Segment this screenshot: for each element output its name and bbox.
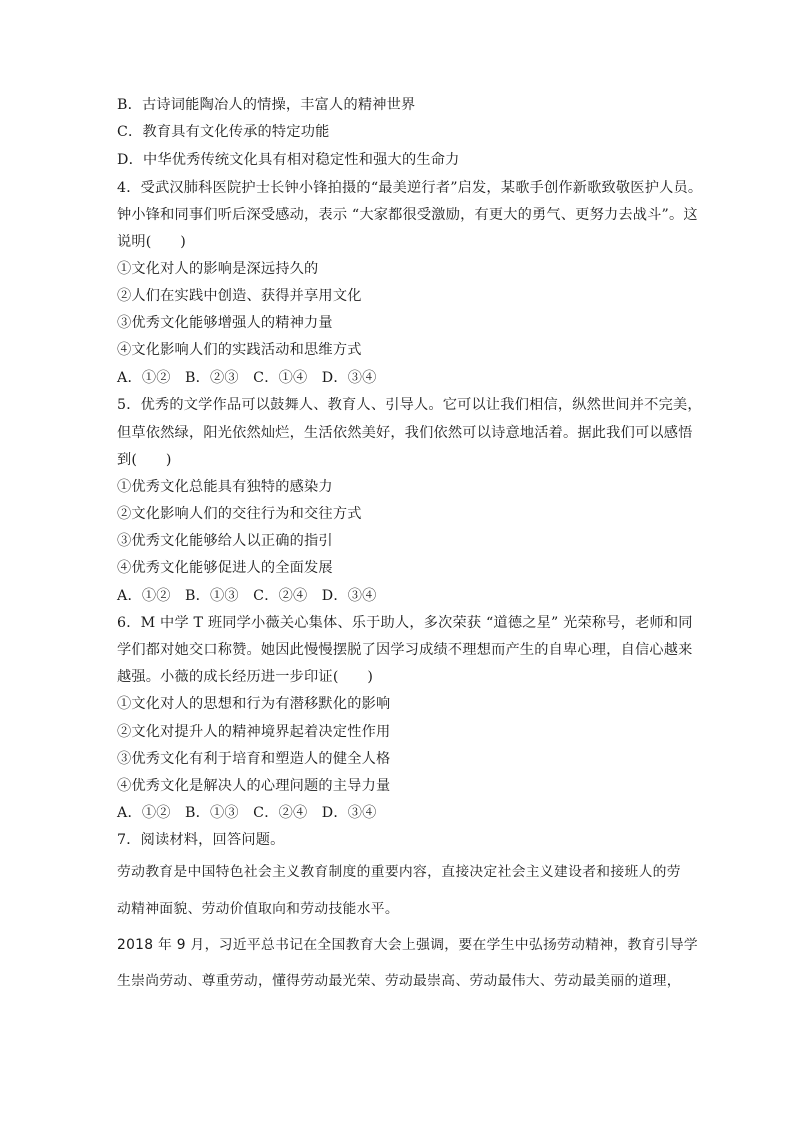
question-7-material: 动精神面貌、劳动价值取向和劳动技能水平。	[117, 901, 399, 917]
question-7-material: 生崇尚劳动、尊重劳动，懂得劳动最光荣、劳动最崇高、劳动最伟大、劳动最美丽的道理，	[117, 973, 681, 989]
question-5-statement: ①优秀文化总能具有独特的感染力	[117, 479, 333, 495]
question-5-stem: 到( )	[117, 452, 172, 468]
question-5-stem: 但草依然绿，阳光依然灿烂，生活依然美好，我们依然可以诗意地活着。据此我们可以感悟	[117, 425, 693, 441]
question-5-statement: ④优秀文化能够促进人的全面发展	[117, 560, 333, 576]
option-b: B．古诗词能陶冶人的情操，丰富人的精神世界	[117, 97, 416, 113]
question-4-choices: A．①② B．②③ C．①④ D．③④	[117, 370, 377, 386]
question-6-statement: ③优秀文化有利于培育和塑造人的健全人格	[117, 751, 391, 767]
question-5-statement: ③优秀文化能够给人以正确的指引	[117, 533, 333, 549]
question-7-material: 2018 年 9 月，习近平总书记在全国教育大会上强调，要在学生中弘扬劳动精神，教育引导学	[117, 937, 699, 953]
question-6-stem: 6．M 中学 T 班同学小薇关心集体、乐于助人，多次荣获 “道德之星” 光荣称号，老师和同	[117, 615, 693, 631]
question-7-material: 劳动教育是中国特色社会主义教育制度的重要内容，直接决定社会主义建设者和接班人的劳	[117, 864, 681, 880]
question-6-statement: ①文化对人的思想和行为有潜移默化的影响	[117, 696, 391, 712]
question-6-stem: 学们都对她交口称赞。她因此慢慢摆脱了因学习成绩不理想而产生的自卑心理，自信心越来	[117, 642, 693, 658]
question-5-statement: ②文化影响人们的交往行为和交往方式	[117, 506, 362, 522]
question-6-choices: A．①② B．①③ C．②④ D．③④	[117, 805, 377, 821]
question-6-statement: ④优秀文化是解决人的心理问题的主导力量	[117, 778, 391, 794]
question-4-stem: 说明( )	[117, 234, 187, 250]
question-4-statement: ①文化对人的影响是深远持久的	[117, 261, 319, 277]
question-4-statement: ④文化影响人们的实践活动和思维方式	[117, 342, 362, 358]
option-c: C．教育具有文化传承的特定功能	[117, 124, 330, 140]
question-4-stem: 钟小锋和同事们听后深受感动，表示 “大家都很受激励，有更大的勇气、更努力去战斗”。这	[117, 207, 698, 223]
question-5-choices: A．①② B．①③ C．②④ D．③④	[117, 588, 377, 604]
question-4-statement: ②人们在实践中创造、获得并享用文化	[117, 288, 362, 304]
question-7-stem: 7．阅读材料，回答问题。	[117, 832, 285, 848]
question-4-statement: ③优秀文化能够增强人的精神力量	[117, 315, 333, 331]
question-6-stem: 越强。小薇的成长经历进一步印证( )	[117, 669, 374, 685]
question-6-statement: ②文化对提升人的精神境界起着决定性作用	[117, 724, 391, 740]
question-4-stem: 4．受武汉肺科医院护士长钟小锋拍摄的“最美逆行者”启发，某歌手创作新歌致敬医护人员。	[117, 180, 703, 196]
option-d: D．中华优秀传统文化具有相对稳定性和强大的生命力	[117, 152, 460, 168]
question-5-stem: 5．优秀的文学作品可以鼓舞人、教育人、引导人。它可以让我们相信，纵然世间并不完美，	[117, 397, 702, 413]
